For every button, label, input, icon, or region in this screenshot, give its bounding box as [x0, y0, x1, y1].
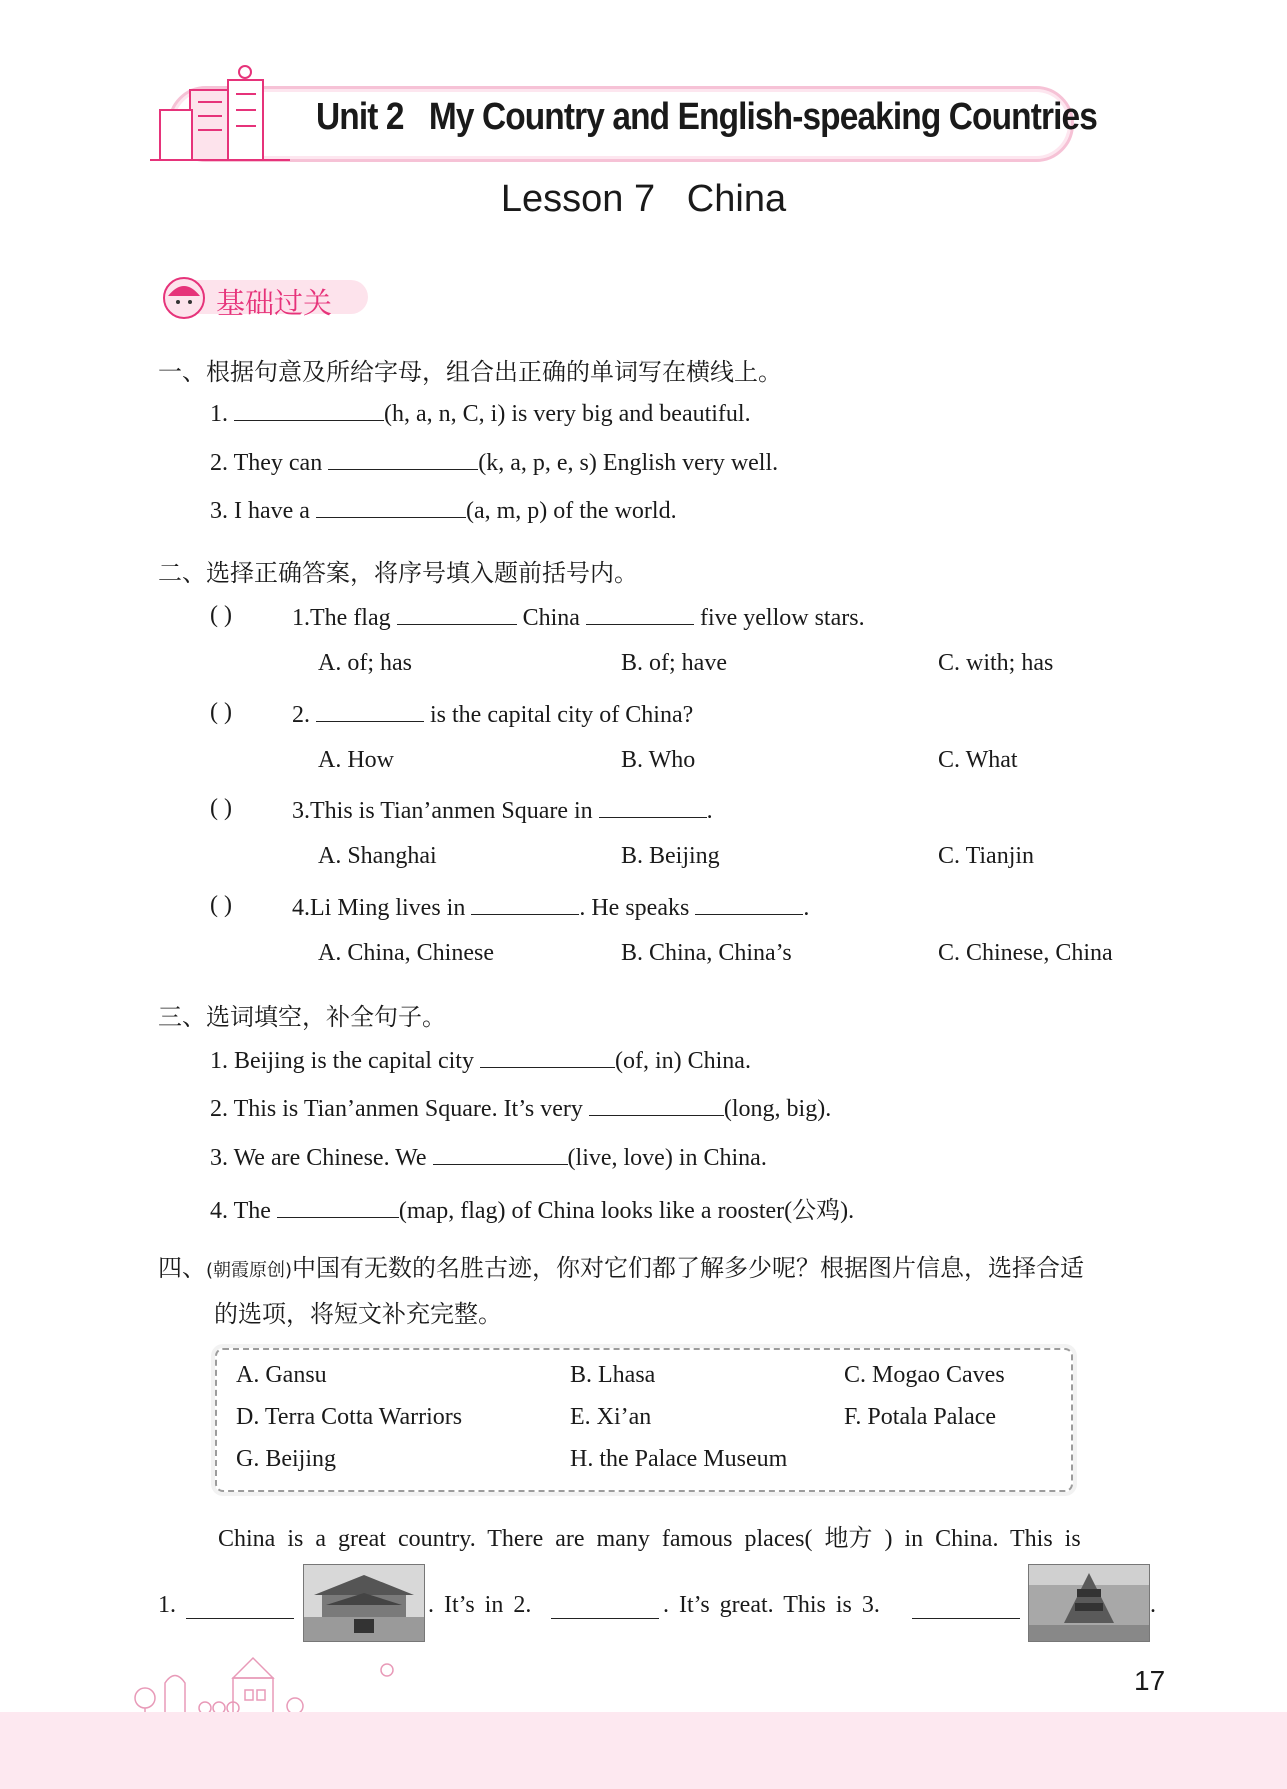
- question-stem: 4.Li Ming lives in . He speaks .: [292, 892, 809, 922]
- answer-blank[interactable]: [433, 1142, 568, 1165]
- option-c: C. What: [938, 747, 1018, 773]
- option-a: A. How: [318, 747, 394, 773]
- part1-item: 3. I have a (a, m, p) of the world.: [210, 495, 677, 525]
- word-bank-option: G. Beijing: [236, 1446, 336, 1472]
- word-bank-option: D. Terra Cotta Warriors: [236, 1404, 463, 1430]
- part1-heading: 一、根据句意及所给字母，组合出正确的单词写在横线上。: [158, 358, 782, 386]
- part3-heading: 三、选词填空，补全句子。: [158, 1003, 446, 1031]
- passage-end: .: [1150, 1592, 1156, 1618]
- option-b: B. Who: [621, 747, 696, 773]
- answer-blank: [586, 602, 694, 625]
- answer-paren[interactable]: ( ): [210, 602, 232, 628]
- option-a: A. of; has: [318, 650, 412, 676]
- passage-blank-2[interactable]: [551, 1596, 659, 1619]
- word-bank-option: H. the Palace Museum: [570, 1446, 788, 1472]
- answer-paren[interactable]: ( ): [210, 795, 232, 821]
- answer-blank[interactable]: [316, 495, 466, 518]
- section-label: [160, 274, 380, 322]
- passage-line-1: China is a great country. There are many famous places( 地方 ) in China. This is: [218, 1526, 1081, 1552]
- option-c: C. Chinese, China: [938, 940, 1113, 966]
- answer-paren[interactable]: ( ): [210, 892, 232, 918]
- option-a: A. China, Chinese: [318, 940, 494, 966]
- palace-museum-photo: [303, 1564, 425, 1642]
- part3-item: 3. We are Chinese. We (live, love) in China.: [210, 1142, 767, 1172]
- word-bank-option: A. Gansu: [236, 1362, 327, 1388]
- answer-blank[interactable]: [589, 1093, 724, 1116]
- answer-blank: [695, 892, 803, 915]
- answer-blank: [397, 602, 517, 625]
- part1-item: 1. (h, a, n, C, i) is very big and beautiful.: [210, 398, 751, 428]
- option-a: A. Shanghai: [318, 843, 437, 869]
- page-number: 17: [1134, 1665, 1166, 1696]
- passage-blank-1[interactable]: [186, 1596, 294, 1619]
- option-b: B. of; have: [621, 650, 727, 676]
- unit-title: Unit 2 My Country and English-speaking Countries: [316, 96, 1097, 138]
- part3-item: 2. This is Tian’anmen Square. It’s very (long, big).: [210, 1093, 831, 1123]
- passage-mid-1: . It’s in 2.: [428, 1592, 532, 1618]
- question-stem: 3.This is Tian’anmen Square in .: [292, 795, 713, 825]
- answer-blank: [471, 892, 579, 915]
- passage-num-1: 1.: [158, 1592, 176, 1618]
- word-bank-option: F. Potala Palace: [844, 1404, 997, 1430]
- part2-heading: 二、选择正确答案，将序号填入题前括号内。: [158, 559, 638, 587]
- answer-blank[interactable]: [328, 447, 478, 470]
- option-b: B. China, China’s: [621, 940, 792, 966]
- part4-heading-line2: 的选项，将短文补充完整。: [214, 1300, 502, 1328]
- answer-blank[interactable]: [480, 1045, 615, 1068]
- option-c: C. Tianjin: [938, 843, 1035, 869]
- part4-heading: 四、(朝霞原创)中国有无数的名胜古迹，你对它们都了解多少呢？根据图片信息，选择合适: [158, 1254, 1085, 1282]
- word-bank-option: E. Xi’an: [570, 1404, 652, 1430]
- passage-mid-2: . It’s great. This is 3.: [663, 1592, 880, 1618]
- option-c: C. with; has: [938, 650, 1054, 676]
- question-stem: 2. is the capital city of China?: [292, 699, 693, 729]
- section-label-text: 基础过关: [216, 286, 333, 320]
- answer-blank[interactable]: [234, 398, 384, 421]
- answer-paren[interactable]: ( ): [210, 699, 232, 725]
- answer-blank: [599, 795, 707, 818]
- girl-avatar-icon: [160, 274, 210, 322]
- answer-blank[interactable]: [277, 1195, 399, 1218]
- mogao-caves-photo: [1028, 1564, 1150, 1642]
- part1-item: 2. They can (k, a, p, e, s) English very well.: [210, 447, 778, 477]
- option-b: B. Beijing: [621, 843, 720, 869]
- part3-item: 1. Beijing is the capital city (of, in) China.: [210, 1045, 751, 1075]
- footer-band: [0, 1712, 1287, 1789]
- answer-blank: [316, 699, 424, 722]
- building-illustration-icon: [150, 60, 300, 170]
- part3-item: 4. The (map, flag) of China looks like a rooster(公鸡).: [210, 1190, 854, 1225]
- town-doodle-icon: [125, 1648, 395, 1718]
- lesson-title: Lesson 7 China: [500, 178, 787, 220]
- word-bank-option: B. Lhasa: [570, 1362, 656, 1388]
- word-bank-option: C. Mogao Caves: [844, 1362, 1005, 1388]
- question-stem: 1.The flag China five yellow stars.: [292, 602, 865, 632]
- passage-blank-3[interactable]: [912, 1596, 1020, 1619]
